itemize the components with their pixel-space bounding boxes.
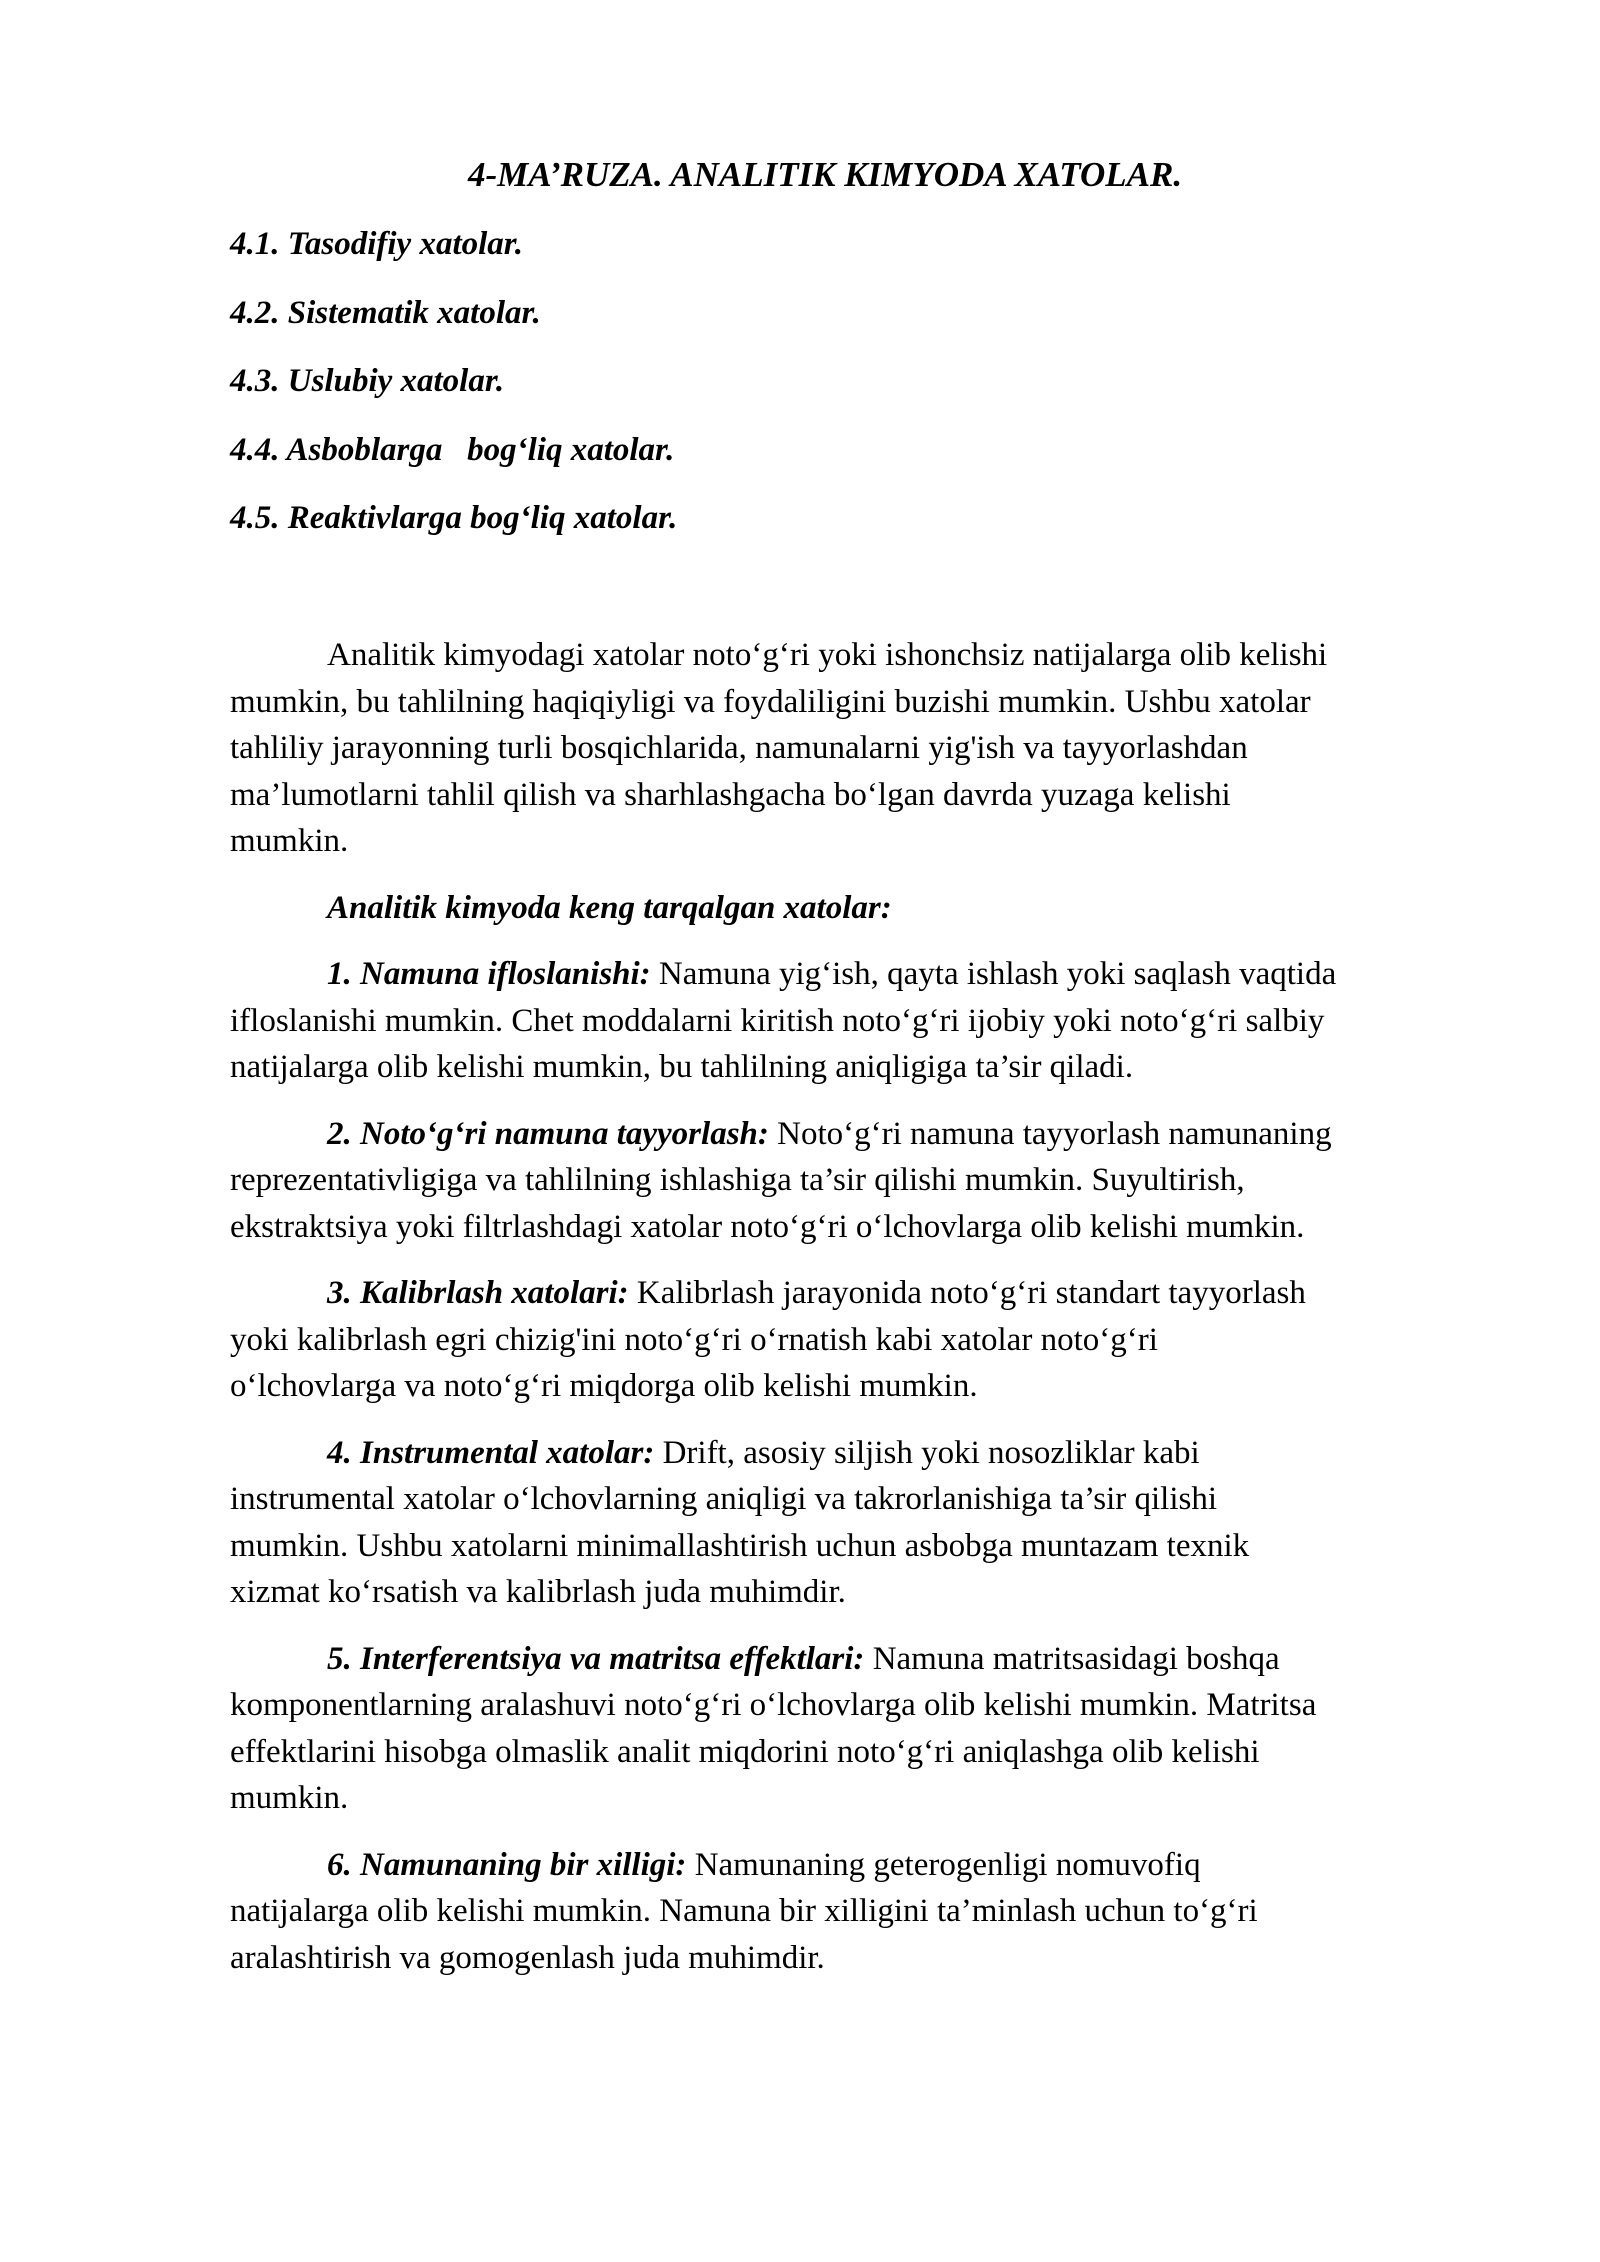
error-item-text: Noto‘g‘ri namuna tayyorlash namunaning — [768, 1115, 1332, 1152]
error-item-line: reprezentativligiga va tahlilning ishlashiga ta’sir qilishi mumkin. Suyultirish, — [230, 1162, 1245, 1198]
error-item-line: instrumental xatolar o‘lchovlarning aniqligi va takrorlanishiga ta’sir qilishi — [230, 1481, 1218, 1517]
error-item-line: ekstraktsiya yoki filtrlashdagi xatolar noto‘g‘ri o‘lchovlarga olib kelishi mumkin. — [230, 1208, 1305, 1245]
error-item-lead: 4. Instrumental xatolar: — [327, 1434, 655, 1471]
intro-line: Analitik kimyodagi xatolar noto‘g‘ri yoki ishonchsiz natijalarga olib kelishi — [327, 637, 1328, 673]
toc-item-2: 4.2. Sistematik xatolar. — [230, 294, 541, 331]
intro-paragraph — [230, 632, 1490, 865]
common-errors-heading: Analitik kimyoda keng tarqalgan xatolar: — [327, 889, 892, 926]
error-item-line: effektlarini hisobga olmaslik analit miqdorini noto‘g‘ri aniqlashga olib kelishi — [230, 1733, 1260, 1770]
error-item-2 — [230, 1111, 1490, 1251]
error-item-line: ifloslanishi mumkin. Chet moddalarni kiritish noto‘g‘ri ijobiy yoki noto‘g‘ri salbiy — [230, 1002, 1325, 1039]
error-item-lead: 1. Namuna ifloslanishi: — [327, 956, 651, 992]
error-item-line: natijalarga olib kelishi mumkin, bu tahlilning aniqligiga ta’sir qiladi. — [230, 1049, 1134, 1085]
error-item-line: o‘lchovlarga va noto‘g‘ri miqdorga olib kelishi mumkin. — [230, 1368, 978, 1404]
error-item-1 — [230, 951, 1490, 1091]
error-item-text: Drift, asosiy siljish yoki nosozliklar kabi — [654, 1434, 1200, 1471]
error-item-line: natijalarga olib kelishi mumkin. Namuna bir xilligini ta’minlash uchun to‘g‘ri — [230, 1893, 1258, 1929]
toc-item-5: 4.5. Reaktivlarga bog‘liq xatolar. — [230, 500, 678, 536]
error-item-5 — [230, 1636, 1490, 1822]
intro-line: tahliliy jarayonning turli bosqichlarida, namunalarni yig'ish va tayyorlashdan — [230, 730, 1248, 766]
table-of-contents — [230, 221, 677, 564]
intro-line: mumkin. — [230, 823, 349, 859]
toc-item-4: 4.4. Asboblarga bog‘liq xatolar. — [230, 431, 675, 468]
error-item-text: Namuna matritsasidagi boshqa — [864, 1640, 1280, 1677]
toc-item-1: 4.1. Tasodifiy xatolar. — [230, 226, 524, 262]
error-item-3 — [230, 1270, 1490, 1410]
error-item-text: Namunaning geterogenligi nomuvofiq — [686, 1846, 1201, 1883]
error-item-line: aralashtirish va gomogenlash juda muhimdir. — [230, 1939, 825, 1976]
intro-line: ma’lumotlarni tahlil qilish va sharhlashgacha bo‘lgan davrda yuzaga kelishi — [230, 776, 1231, 813]
error-item-line: xizmat ko‘rsatish va kalibrlash juda muhimdir. — [230, 1574, 846, 1610]
error-item-line: yoki kalibrlash egri chizig'ini noto‘g‘ri o‘rnatish kabi xatolar noto‘g‘ri — [230, 1321, 1158, 1358]
error-item-line: komponentlarning aralashuvi noto‘g‘ri o‘lchovlarga olib kelishi mumkin. Matritsa — [230, 1687, 1317, 1723]
common-errors-heading-paragraph — [230, 885, 1490, 932]
error-item-text: Kalibrlash jarayonida noto‘g‘ri standart tayyorlash — [628, 1275, 1306, 1311]
error-item-4 — [230, 1430, 1490, 1616]
error-item-lead: 3. Kalibrlash xatolari: — [327, 1275, 629, 1311]
error-item-lead: 2. Noto‘g‘ri namuna tayyorlash: — [327, 1115, 769, 1152]
error-item-text: Namuna yig‘ish, qayta ishlash yoki saqlash vaqtida — [650, 956, 1337, 992]
error-item-line: mumkin. — [230, 1780, 349, 1816]
error-item-6 — [230, 1842, 1490, 1982]
toc-item-3: 4.3. Uslubiy xatolar. — [230, 363, 505, 399]
lecture-title: 4-MA’RUZA. ANALITIK KIMYODA XATOLAR. — [468, 155, 1183, 194]
intro-line: mumkin, bu tahlilning haqiqiyligi va foydaliligini buzishi mumkin. Ushbu xatolar — [230, 683, 1311, 720]
error-item-lead: 5. Interferentsiya va matritsa effektlari: — [327, 1640, 865, 1677]
error-item-lead: 6. Namunaning bir xilligi: — [327, 1846, 687, 1883]
error-item-line: mumkin. Ushbu xatolarni minimallashtirish uchun asbobga muntazam texnik — [230, 1527, 1250, 1564]
document-body — [230, 632, 1490, 2001]
